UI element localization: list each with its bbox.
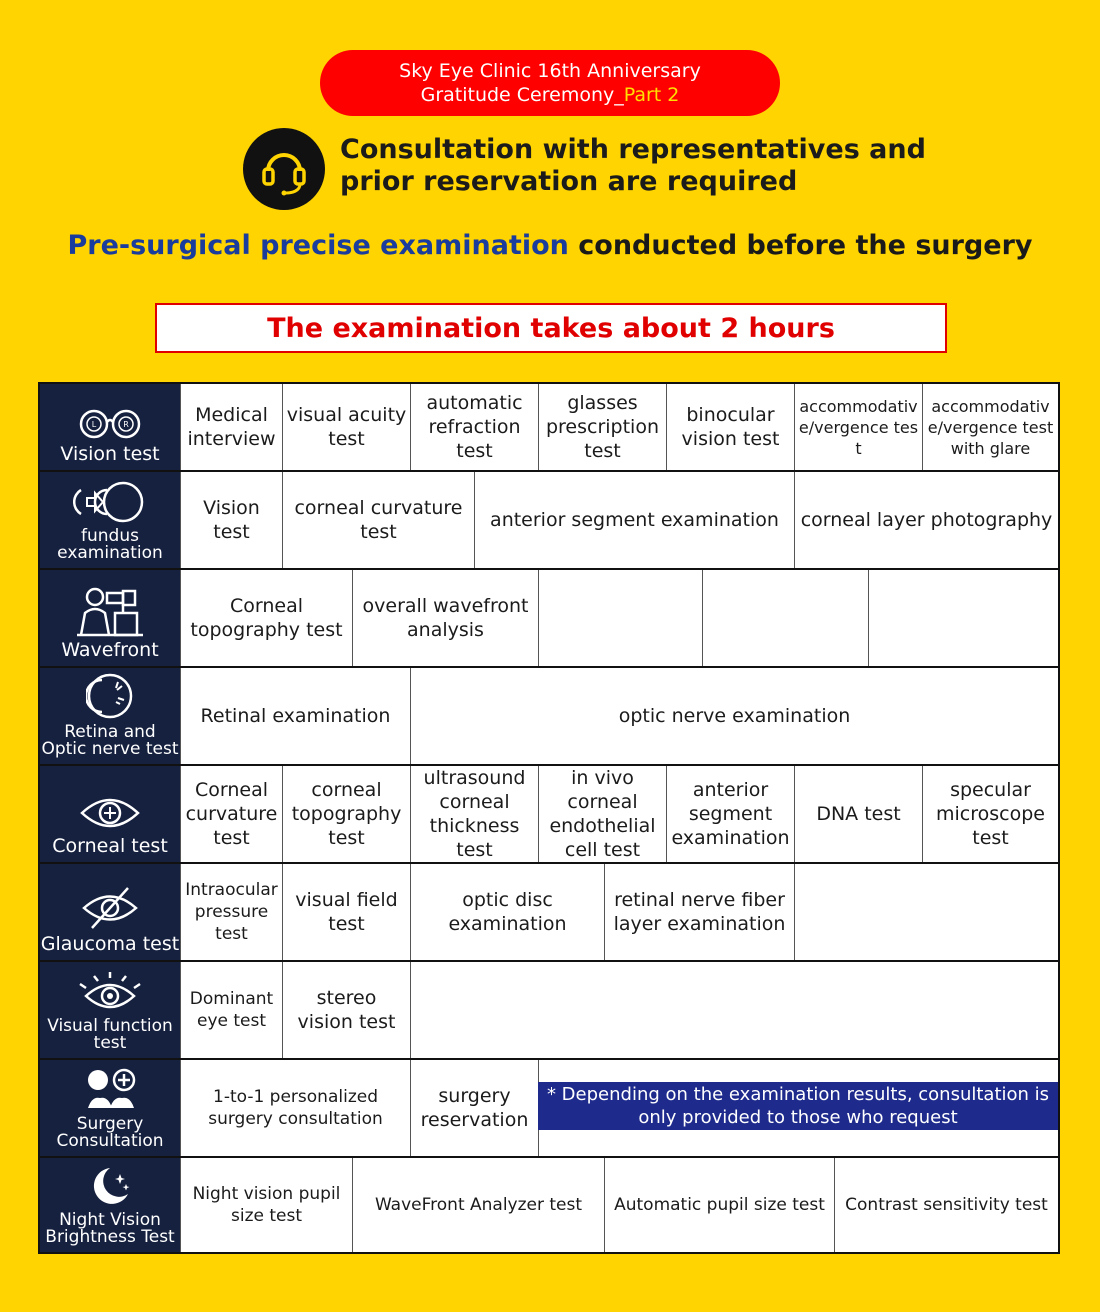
- table-row: [40, 570, 1058, 668]
- row-header: [40, 384, 180, 470]
- row-header: [40, 668, 180, 764]
- exam-cell: anterior segment examination: [666, 766, 794, 862]
- banner-part: Part 2: [623, 84, 680, 106]
- exam-cell: [794, 864, 1058, 960]
- exam-cell: retinal nerve fiber layer examination: [604, 864, 794, 960]
- exam-cell: 1-to-1 personalized surgery consultation: [180, 1060, 410, 1156]
- row-header: [40, 472, 180, 568]
- exam-cell: [868, 570, 1058, 666]
- consult-line1: Consultation with representatives and: [340, 134, 926, 165]
- svg-text:L: L: [91, 420, 97, 429]
- exam-cell: ultrasound corneal thickness test: [410, 766, 538, 862]
- radiating-eye-icon: [74, 970, 146, 1014]
- exam-cell: WaveFront Analyzer test: [352, 1158, 604, 1252]
- exam-cell: corneal layer photography: [794, 472, 1058, 568]
- exam-cell: visual field test: [282, 864, 410, 960]
- row-label: Wavefront: [61, 639, 159, 661]
- table-row: [40, 384, 1058, 472]
- row-header: [40, 962, 180, 1058]
- table-row: [40, 766, 1058, 864]
- banner-line2: Gratitude Ceremony_Part 2: [420, 84, 680, 106]
- exam-cell: automatic refraction test: [410, 384, 538, 470]
- exam-cell: Medical interview: [180, 384, 282, 470]
- retina-icon: [86, 672, 134, 720]
- headset-icon: [243, 128, 325, 210]
- table-row: [40, 472, 1058, 570]
- row-label: Retina and Optic nerve test: [41, 722, 179, 759]
- exam-cell: specular microscope test: [922, 766, 1058, 862]
- row-label: Night Vision Brightness Test: [45, 1210, 175, 1247]
- table-row: [40, 962, 1058, 1060]
- exam-cell: Vision test: [180, 472, 282, 568]
- exam-cell: Retinal examination: [180, 668, 410, 764]
- exam-cell: Intraocular pressure test: [180, 864, 282, 960]
- lr-eye-icon: [78, 407, 142, 441]
- exam-cell: stereo vision test: [282, 962, 410, 1058]
- row-label: Surgery Consultation: [56, 1114, 164, 1151]
- table-row: [40, 1158, 1058, 1252]
- consultation-notice: [340, 134, 926, 198]
- row-label: Vision test: [60, 443, 160, 465]
- cornea-eye-icon: [78, 793, 142, 833]
- row-header: [40, 766, 180, 862]
- moon-stars-icon: [88, 1164, 132, 1208]
- wavefront-icon: [75, 585, 145, 637]
- banner-line1: Sky Eye Clinic 16th Anniversary: [399, 60, 701, 82]
- table-row: [40, 1060, 1058, 1158]
- consult-line2: prior reservation are required: [340, 166, 798, 197]
- exam-cell: DNA test: [794, 766, 922, 862]
- exam-cell: accommodative/vergence test: [794, 384, 922, 470]
- exam-cell: [702, 570, 868, 666]
- row-header: [40, 1060, 180, 1156]
- fundus-icon: [73, 480, 147, 524]
- exam-cell: accommodative/vergence test with glare: [922, 384, 1058, 470]
- duration-notice: The examination takes about 2 hours: [155, 303, 947, 353]
- exam-cell: glasses prescription test: [538, 384, 666, 470]
- exam-cell: corneal curvature test: [282, 472, 474, 568]
- exam-cell: Corneal curvature test: [180, 766, 282, 862]
- exam-cell: optic disc examination: [410, 864, 604, 960]
- exam-cell: Dominant eye test: [180, 962, 282, 1058]
- row-label: fundus examination: [57, 526, 163, 563]
- consult-people-icon: [80, 1068, 140, 1112]
- exam-cell: binocular vision test: [666, 384, 794, 470]
- table-row: [40, 668, 1058, 766]
- exam-cell: Night vision pupil size test: [180, 1158, 352, 1252]
- subheading: [0, 230, 1100, 261]
- row-label: Glaucoma test: [40, 933, 180, 955]
- exam-cell: [410, 962, 1058, 1058]
- exam-cell: Corneal topography test: [180, 570, 352, 666]
- exam-cell: [538, 570, 702, 666]
- exam-cell: overall wavefront analysis: [352, 570, 538, 666]
- exam-cell: Automatic pupil size test: [604, 1158, 834, 1252]
- exam-cell: anterior segment examination: [474, 472, 794, 568]
- crossed-eye-icon: [80, 885, 140, 931]
- subhead-highlight: Pre-surgical precise examination: [67, 230, 569, 261]
- exam-cell: surgery reservation: [410, 1060, 538, 1156]
- table-row: [40, 864, 1058, 962]
- row-label: Corneal test: [52, 835, 168, 857]
- exam-cell: Contrast sensitivity test: [834, 1158, 1058, 1252]
- exam-cell: in vivo corneal endothelial cell test: [538, 766, 666, 862]
- anniversary-banner: [320, 50, 780, 116]
- row-label: Visual function test: [47, 1016, 173, 1053]
- svg-text:R: R: [123, 420, 129, 429]
- row-header: [40, 570, 180, 666]
- subhead-rest: conducted before the surgery: [568, 230, 1033, 261]
- row-header: [40, 1158, 180, 1252]
- examination-table: [38, 382, 1060, 1254]
- exam-cell: corneal topography test: [282, 766, 410, 862]
- exam-cell: optic nerve examination: [410, 668, 1058, 764]
- exam-cell: visual acuity test: [282, 384, 410, 470]
- row-header: [40, 864, 180, 960]
- consultation-note: * Depending on the examination results, consultation is only provided to those who request: [538, 1082, 1058, 1130]
